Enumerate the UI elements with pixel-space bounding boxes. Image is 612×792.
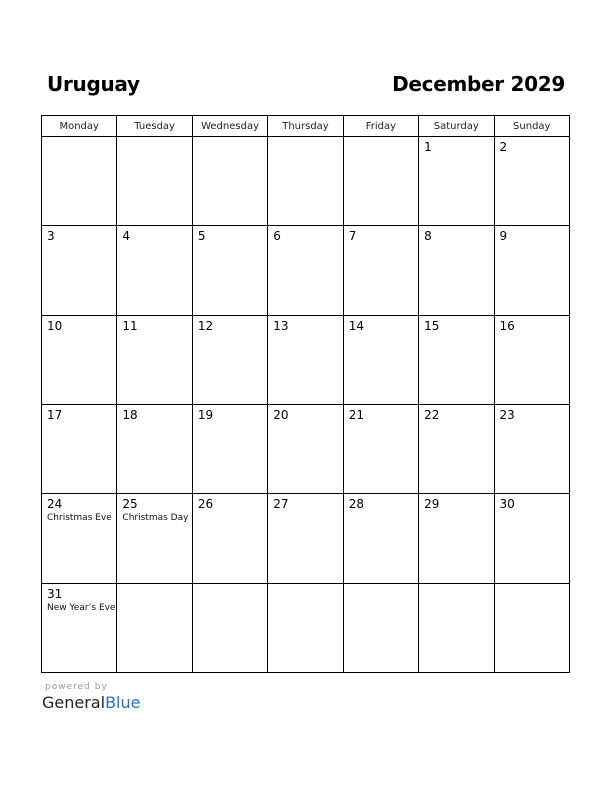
- week-row: [42, 315, 570, 404]
- holiday-label: [42, 140, 116, 141]
- day-cell: [494, 494, 569, 583]
- day-cell: [192, 315, 267, 404]
- day-number: 9: [499, 229, 508, 244]
- holiday-label: [495, 511, 569, 512]
- day-number: 18: [122, 407, 138, 422]
- day-cell: [343, 404, 418, 493]
- brand-general: General: [42, 693, 106, 712]
- day-number: 2: [499, 140, 508, 154]
- holiday-label: Christmas Eve: [47, 513, 112, 524]
- weekday-sunday: Sunday: [494, 116, 569, 137]
- day-cell: [268, 315, 343, 404]
- generalblue-logo[interactable]: [42, 693, 140, 713]
- day-cell: [419, 137, 494, 226]
- weekday-friday: Friday: [343, 116, 418, 137]
- holiday-label: [495, 333, 569, 334]
- day-number: 13: [273, 318, 289, 333]
- powered-by-text: powered by: [45, 682, 108, 692]
- day-cell: [494, 583, 569, 672]
- day-number: 25: [122, 497, 138, 512]
- day-cell: [343, 583, 418, 672]
- day-number: 27: [273, 497, 289, 512]
- day-cell: [117, 315, 192, 404]
- month-year-title: December 2029: [392, 72, 565, 96]
- holiday-label: [419, 422, 493, 423]
- day-number: 28: [348, 497, 364, 512]
- day-number: 21: [348, 407, 364, 422]
- brand-blue: Blue: [105, 693, 141, 712]
- day-number: 24: [47, 497, 63, 512]
- day-cell: [192, 583, 267, 672]
- holiday-label: [193, 140, 267, 141]
- weekday-saturday: Saturday: [419, 116, 494, 137]
- week-row: [42, 404, 570, 493]
- day-cell: [117, 226, 192, 315]
- day-number: 12: [197, 318, 214, 333]
- holiday-label: [268, 333, 342, 334]
- weekday-tuesday: Tuesday: [117, 116, 192, 137]
- day-cell: [117, 583, 192, 672]
- holiday-label: [117, 422, 191, 423]
- day-cell: [42, 404, 117, 493]
- day-cell: [494, 137, 569, 226]
- day-cell: [494, 404, 569, 493]
- holiday-label: [419, 333, 493, 334]
- holiday-label: [419, 587, 493, 588]
- day-cell: [192, 494, 267, 583]
- week-row: [42, 137, 570, 226]
- day-cell: [343, 494, 418, 583]
- day-cell: [192, 404, 267, 493]
- day-number: 30: [499, 497, 515, 512]
- holiday-label: [344, 511, 418, 512]
- holiday-label: [268, 243, 342, 244]
- day-number: 16: [499, 318, 515, 333]
- day-cell: [268, 137, 343, 226]
- holiday-label: [42, 422, 116, 423]
- week-row: [42, 494, 570, 583]
- holiday-label: [344, 422, 418, 423]
- holiday-label: [193, 511, 267, 512]
- day-number: 15: [424, 318, 440, 333]
- day-number: 19: [197, 407, 214, 422]
- day-number: 8: [424, 229, 432, 244]
- week-row: [42, 226, 570, 315]
- day-cell: [117, 404, 192, 493]
- day-number: 6: [273, 229, 281, 244]
- day-cell: [117, 137, 192, 226]
- day-cell: [268, 404, 343, 493]
- day-number: 4: [122, 229, 131, 244]
- holiday-label: [495, 587, 569, 588]
- holiday-label: [268, 422, 342, 423]
- holiday-label: [42, 243, 116, 244]
- day-cell: [419, 226, 494, 315]
- holiday-label: [193, 333, 267, 334]
- holiday-label: [117, 243, 191, 244]
- holiday-label: [495, 154, 569, 155]
- day-cell: [494, 315, 569, 404]
- day-cell: [343, 137, 418, 226]
- day-number: 22: [424, 407, 440, 422]
- holiday-label: [344, 333, 418, 334]
- holiday-label: [117, 333, 191, 334]
- holiday-label: [495, 243, 569, 244]
- holiday-label: [268, 140, 342, 141]
- day-cell: [117, 494, 192, 583]
- holiday-label: [419, 511, 493, 512]
- day-number: 26: [197, 497, 214, 512]
- day-number: 10: [47, 318, 63, 333]
- holiday-label: [495, 422, 569, 423]
- day-number: 29: [424, 497, 440, 512]
- day-number: 31: [47, 586, 63, 601]
- day-number: 1: [424, 140, 432, 154]
- day-number: 17: [47, 407, 63, 422]
- country-title: Uruguay: [47, 72, 140, 96]
- holiday-label: New Year’s Eve: [47, 602, 116, 613]
- day-number: 20: [273, 407, 289, 422]
- day-cell: [419, 315, 494, 404]
- holiday-label: [419, 243, 493, 244]
- day-cell: [42, 226, 117, 315]
- holiday-label: [117, 587, 191, 588]
- day-number: 3: [47, 229, 55, 244]
- weekday-monday: Monday: [42, 116, 117, 137]
- day-number: 7: [348, 229, 357, 244]
- day-cell: [268, 226, 343, 315]
- holiday-label: [42, 333, 116, 334]
- day-cell: [419, 404, 494, 493]
- holiday-label: [344, 587, 418, 588]
- holiday-label: [193, 243, 267, 244]
- holiday-label: Christmas Day: [122, 513, 189, 524]
- day-cell: [42, 494, 117, 583]
- weekday-thursday: Thursday: [268, 116, 343, 137]
- holiday-label: [268, 511, 342, 512]
- weekday-header-row: [42, 116, 570, 137]
- holiday-label: [268, 587, 342, 588]
- holiday-label: [344, 140, 418, 141]
- day-cell: [42, 583, 117, 672]
- day-cell: [42, 137, 117, 226]
- day-number: 23: [499, 407, 515, 422]
- holiday-label: [193, 422, 267, 423]
- day-cell: [343, 226, 418, 315]
- calendar-grid: [41, 115, 570, 673]
- day-number: 5: [197, 229, 206, 244]
- day-cell: [192, 137, 267, 226]
- weekday-wednesday: Wednesday: [192, 116, 267, 137]
- day-cell: [419, 583, 494, 672]
- holiday-label: [344, 243, 418, 244]
- day-cell: [494, 226, 569, 315]
- day-cell: [343, 315, 418, 404]
- day-cell: [268, 494, 343, 583]
- week-row: [42, 583, 570, 672]
- day-cell: [268, 583, 343, 672]
- day-cell: [42, 315, 117, 404]
- holiday-label: [419, 154, 493, 155]
- holiday-label: [193, 587, 267, 588]
- day-number: 14: [348, 318, 364, 333]
- day-cell: [419, 494, 494, 583]
- holiday-label: [117, 140, 191, 141]
- day-cell: [192, 226, 267, 315]
- day-number: 11: [122, 318, 138, 333]
